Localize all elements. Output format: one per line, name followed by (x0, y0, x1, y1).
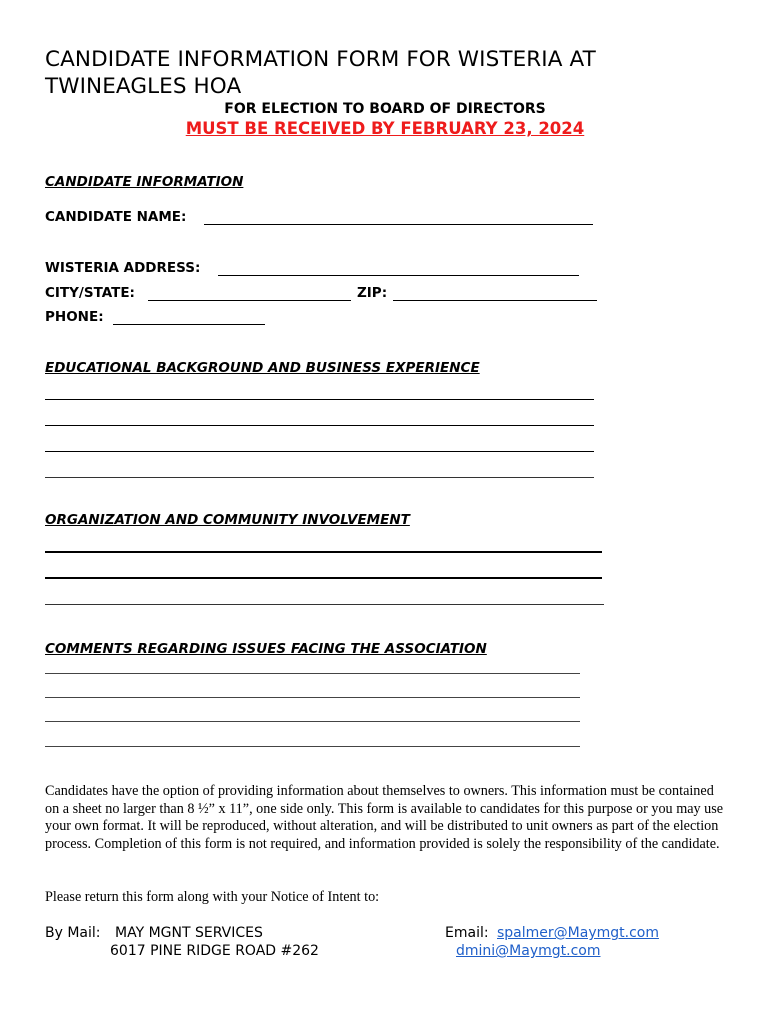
email-link-dmini[interactable]: dmini@Maymgt.com (456, 943, 601, 959)
return-instructions: Please return this form along with your Notice of Intent to: (45, 889, 380, 905)
education-line-2[interactable] (45, 425, 594, 426)
organization-line-1[interactable] (45, 551, 602, 553)
education-heading: EDUCATIONAL BACKGROUND AND BUSINESS EXPERIENCE (45, 360, 480, 376)
candidate-name-field[interactable] (204, 224, 593, 225)
form-title-line-2: TWINEAGLES HOA (45, 74, 242, 99)
comments-line-1[interactable] (45, 673, 580, 674)
email-link-spalmer[interactable]: spalmer@Maymgt.com (497, 925, 659, 941)
organization-heading: ORGANIZATION AND COMMUNITY INVOLVEMENT (45, 512, 410, 528)
deadline-notice: MUST BE RECEIVED BY FEBRUARY 23, 2024 (185, 119, 585, 138)
form-title-line-1: CANDIDATE INFORMATION FORM FOR WISTERIA AT (45, 47, 596, 72)
phone-label: PHONE: (45, 309, 104, 325)
form-subtitle: FOR ELECTION TO BOARD OF DIRECTORS (224, 101, 546, 117)
zip-field[interactable] (393, 300, 597, 301)
city-state-field[interactable] (148, 300, 351, 301)
candidate-name-label: CANDIDATE NAME: (45, 209, 187, 225)
phone-field[interactable] (113, 324, 265, 325)
education-line-4[interactable] (45, 477, 594, 478)
wisteria-address-label: WISTERIA ADDRESS: (45, 260, 201, 276)
comments-line-3[interactable] (45, 721, 580, 722)
city-state-label: CITY/STATE: (45, 285, 135, 301)
organization-line-2[interactable] (45, 577, 602, 579)
comments-heading: COMMENTS REGARDING ISSUES FACING THE ASSOCIATION (45, 641, 487, 657)
education-line-1[interactable] (45, 399, 594, 400)
zip-label: ZIP: (357, 285, 388, 301)
mail-label: By Mail: (45, 925, 101, 941)
candidate-info-paragraph: Candidates have the option of providing information about themselves to owners. This information must be contained on a sheet no larger than 8 ½” x 11”, one side only. This form is available to candidates for this purpose or you may use your own format. It will be reproduced, without alteration, and will be distributed to unit owners as part of the election process. Completion of this form is not required, and information provided is solely the responsibility of the candidate. (45, 783, 724, 852)
organization-line-3[interactable] (45, 604, 604, 605)
mail-recipient: MAY MGNT SERVICES (115, 925, 263, 941)
form-title (45, 46, 596, 100)
mail-address: 6017 PINE RIDGE ROAD #262 (110, 943, 319, 959)
comments-line-4[interactable] (45, 746, 580, 747)
email-label: Email: (445, 925, 489, 941)
wisteria-address-field[interactable] (218, 275, 579, 276)
comments-line-2[interactable] (45, 697, 580, 698)
education-line-3[interactable] (45, 451, 594, 452)
candidate-information-heading: CANDIDATE INFORMATION (45, 174, 244, 190)
